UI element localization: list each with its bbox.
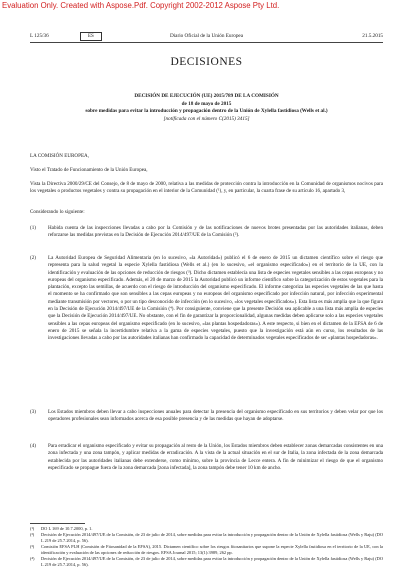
recital-2 (30, 255, 383, 343)
visto-2-text: Vista la Directiva 2000/29/CE del Consejo, de 8 de mayo de 2000, relativa a las medidas de protección contra la introducción en la Comunidad de organismos nocivos para los vegetales o productos vegetales y contra su propagación en el interior de la Comunidad (¹), y, en particular, la cuarta frase de su artículo 16, apartado 3, (30, 181, 383, 195)
recital-1 (30, 225, 383, 240)
footnote-text: Comisión EFSA PLH (Comisión de Fitosanidad de la EFSA), 2015. Dictamen científico sobre los riesgos fitosanitarios que supone la especie Xylella fastidiosa en el territorio de la UE, con la identificación y evaluación de las opciones de reducción de riesgos. EFSA Journal 2015; 13(1):3989, 262 pp. (41, 544, 383, 555)
preamble (30, 153, 383, 160)
decision-title: DECISIÓN DE EJECUCIÓN (UE) 2015/789 DE LA COMISIÓN (134, 93, 279, 99)
section-title: DECISIONES (170, 56, 243, 68)
recital-4 (30, 443, 383, 472)
journal-header (30, 31, 383, 41)
commission-line: LA COMISIÓN EUROPEA, (30, 153, 90, 159)
footnote-text: DO L 169 de 10.7.2000, p. 1. (41, 526, 93, 531)
language-badge: ES (80, 32, 102, 41)
page-reference: L 125/36 (30, 33, 49, 39)
decision-heading (30, 93, 383, 123)
footnote-text: Decisión de Ejecución 2014/497/UE de la Comisión, de 23 de julio de 2014, sobre medidas para evitar la introducción y propagación dentro de la Unión de Xylella fastidiosa (Wells y Raju) (DO L 219 de 25.7.2014, p. 56). (41, 532, 383, 543)
recital-text: Los Estados miembros deben llevar a cabo inspecciones anuales para detectar la presencia del organismo especificado en sus territorios y deben velar por que los operadores profesionales sean informados acerca de esa posible presencia y de las medidas que hayan de adoptarse. (48, 409, 383, 423)
footnote-number: (²) (30, 532, 35, 537)
recital-text: La Autoridad Europea de Seguridad Alimentaria (en lo sucesivo, «la Autoridad») publicó el 6 de enero de 2015 un dictamen científico sobre el riesgo que representa para la salud vegetal la especie Xylella fastidiosa (Wells et al.) (en lo sucesivo, «el organismo especificado») en el territorio de la UE, con la identificación y evaluación de las opciones de reducción de riesgos (³). Dicho dictamen establecía una lista de especies vegetales sensibles a las cepas europeas y no europeas del organismo especificado. Además, el 20 de marzo de 2015 la Autoridad publicó un informe científico sobre la categorización de estos vegetales para la plantación, excepto las semillas, de acuerdo con el riesgo de introducción del organismo especificado. El informe categoriza las especies vegetales de las que hasta el momento se ha confirmado que son sensibles a las cepas europeas y no europeas del organismo especificado por infección natural, por infección experimental mediante transmisión por vectores, o por un tipo desconocido de infección (en lo sucesivo, «los vegetales especificados»). Esta lista es más amplia que la que figura en la Decisión de Ejecución 2014/497/UE de la Comisión (⁴). Por consiguiente, conviene que la presente Decisión sea aplicable a una lista más amplia de especies que la Decisión de Ejecución 2014/497/UE. No obstante, con el fin de garantizar la proporcionalidad, algunas medidas deben aplicarse solo a las especies vegetales sensibles a las cepas europeas del organismo especificado (en lo sucesivo, «las plantas hospedadoras»). A este respecto, si bien en el dictamen de la EFSA de 6 de enero de 2015 se señala la incertidumbre relativa a la gama de especies vegetales, puesto que la investigación está aún en curso, los resultados de las investigaciones llevadas a cabo por las autoridades italianas han confirmado la capacidad de determinados vegetales especificados de ser «plantas hospedadoras». (48, 255, 383, 342)
visto-2 (30, 181, 383, 196)
recital-text: Habida cuenta de las inspecciones llevadas a cabo por la Comisión y de las notificaciones de nuevos brotes presentadas por las autoridades italianas, deben reforzarse las medidas previstas en la Decisión de Ejecución 2014/497/UE de la Comisión (²). (48, 225, 383, 239)
journal-title: Diario Oficial de la Unión Europea (169, 33, 244, 39)
recital-text: Para erradicar el organismo especificado y evitar su propagación al resto de la Unión, los Estados miembros deben establecer zonas demarcadas consistentes en una zona infectada y una zona tampón, y aplicar medidas de erradicación. A la vista de la actual situación en el sur de Italia, la zona infectada de la zona demarcada establecida por las autoridades italianas debe extenderse, como mínimo, sobre la provincia de Lecce entera. A fin de minimizar el riesgo de que el organismo especificado se propague fuera de la zona demarcada [zona infectada], la zona tampón debe tener 10 km de ancho. (48, 443, 383, 471)
footnote-text: Decisión de Ejecución 2014/497/UE de la Comisión, de 23 de julio de 2014, sobre medidas para evitar la introducción y propagación dentro de la Unión de Xylella fastidiosa (Wells y Raju) (DO L 219 de 25.7.2014, p. 56). (41, 556, 383, 567)
recital-number: (4) (30, 443, 36, 449)
recital-number: (1) (30, 225, 36, 231)
footnote-number: (³) (30, 544, 35, 549)
footnote-rule (30, 523, 85, 524)
footnotes (30, 526, 383, 568)
decision-subject: sobre medidas para evitar la introducción y propagación dentro de la Unión de Xylella fastidiosa (Wells et al.) (85, 108, 328, 115)
footnote-3 (30, 544, 383, 556)
recital-3 (30, 409, 383, 424)
publication-date: 21.5.2015 (362, 33, 383, 39)
recital-number: (3) (30, 409, 36, 415)
considerando (30, 209, 383, 216)
footnote-4 (30, 556, 383, 568)
evaluation-watermark: Evaluation Only. Created with Aspose.Pdf. Copyright 2002-2012 Aspose Pty Ltd. (2, 1, 280, 10)
footnote-2 (30, 532, 383, 544)
footnote-number: (⁴) (30, 556, 35, 561)
decision-notified: [notificada con el número C(2015) 3415] (163, 115, 250, 122)
visto-1-text: Visto el Tratado de Funcionamiento de la Unión Europea, (30, 167, 148, 173)
header-rule (30, 42, 383, 43)
visto-1 (30, 167, 383, 174)
footnote-number: (¹) (30, 526, 35, 531)
decision-date: de 18 de mayo de 2015 (181, 100, 232, 107)
considerando-text: Considerando lo siguiente: (30, 209, 85, 215)
recital-number: (2) (30, 255, 36, 261)
